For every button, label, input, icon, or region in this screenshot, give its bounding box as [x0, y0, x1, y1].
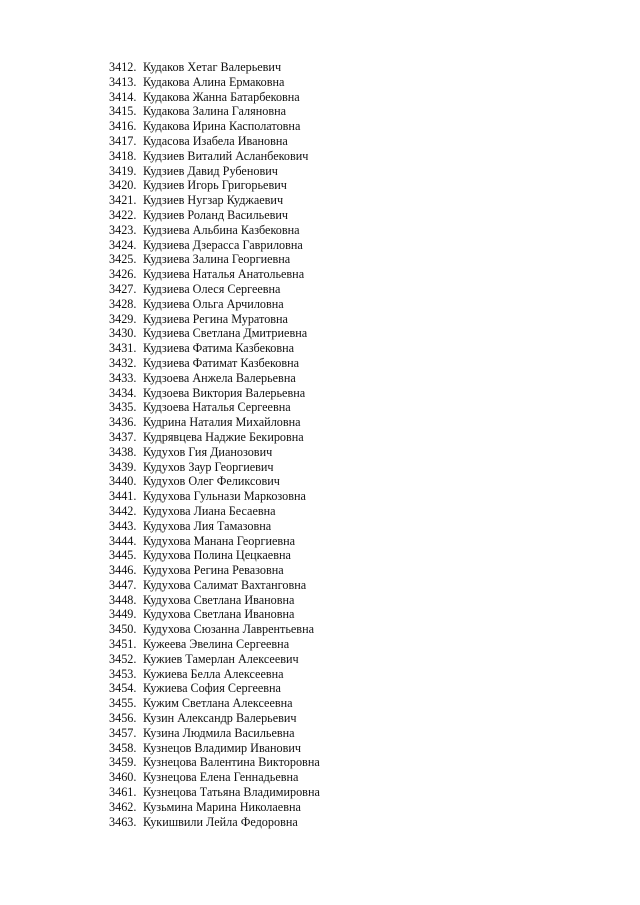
- entry-number: 3414.: [109, 89, 137, 104]
- list-item: [109, 755, 320, 770]
- entry-number: 3451.: [109, 637, 137, 652]
- list-item: [109, 578, 320, 593]
- list-item: [109, 460, 320, 475]
- list-item: [109, 607, 320, 622]
- entry-number: 3441.: [109, 489, 137, 504]
- entry-number: 3456.: [109, 711, 137, 726]
- entry-number: 3415.: [109, 104, 137, 119]
- entry-number: 3425.: [109, 252, 137, 267]
- entry-number: 3453.: [109, 666, 137, 681]
- entry-name: Кудзиев Роланд Васильевич: [143, 207, 289, 222]
- list-item: [109, 400, 320, 415]
- list-item: [109, 504, 320, 519]
- entry-number: 3458.: [109, 740, 137, 755]
- entry-name: Кудзиев Давид Рубенович: [143, 163, 278, 178]
- entry-name: Кудухова Сюзанна Лаврентьевна: [143, 622, 314, 637]
- entry-name: Кудзиева Альбина Казбековна: [143, 222, 300, 237]
- list-item: [109, 563, 320, 578]
- entry-name: Кужиев Тамерлан Алексеевич: [143, 651, 299, 666]
- list-item: [109, 770, 320, 785]
- entry-number: 3421.: [109, 193, 137, 208]
- entry-name: Кудзиева Регина Муратовна: [143, 311, 288, 326]
- list-item: [109, 134, 320, 149]
- entry-name: Кудухова Лия Тамазовна: [143, 518, 272, 533]
- entry-number: 3454.: [109, 681, 137, 696]
- entry-name: Кудзоева Наталья Сергеевна: [143, 400, 291, 415]
- entry-name: Кудухова Лиана Бесаевна: [143, 503, 276, 518]
- entry-number: 3416.: [109, 119, 137, 134]
- entry-number: 3424.: [109, 237, 137, 252]
- entry-number: 3427.: [109, 281, 137, 296]
- list-item: [109, 430, 320, 445]
- list-item: [109, 489, 320, 504]
- entry-name: Кудакова Залина Галяновна: [143, 104, 287, 119]
- entry-number: 3436.: [109, 415, 137, 430]
- list-item: [109, 534, 320, 549]
- list-item: [109, 637, 320, 652]
- list-item: [109, 312, 320, 327]
- entry-name: Кузнецова Татьяна Владимировна: [143, 785, 320, 800]
- entry-name: Кудзиева Дзерасса Гавриловна: [143, 237, 303, 252]
- entry-number: 3429.: [109, 311, 137, 326]
- entry-name: Кудзиева Фатимат Казбековна: [143, 355, 300, 370]
- entry-name: Кудухова Светлана Ивановна: [143, 592, 295, 607]
- entry-number: 3426.: [109, 267, 137, 282]
- entry-name: Кудухова Гульнази Маркозовна: [143, 489, 306, 504]
- entry-name: Кудухова Регина Ревазовна: [143, 563, 284, 578]
- entry-number: 3457.: [109, 725, 137, 740]
- entry-name: Кудзиева Светлана Дмитриевна: [143, 326, 308, 341]
- list-item: [109, 681, 320, 696]
- entry-name: Кудухов Олег Феликсович: [143, 474, 280, 489]
- entry-name: Кузина Людмила Васильевна: [143, 725, 295, 740]
- entry-number: 3440.: [109, 474, 137, 489]
- entry-name: Кудзиев Виталий Асланбекович: [143, 148, 309, 163]
- list-item: [109, 104, 320, 119]
- entry-name: Кудухова Светлана Ивановна: [143, 607, 295, 622]
- entry-name: Кудзиева Ольга Арчиловна: [143, 296, 284, 311]
- entry-name: Кудакова Жанна Батарбековна: [143, 89, 300, 104]
- entry-number: 3450.: [109, 622, 137, 637]
- entry-name: Кужиева Белла Алексеевна: [143, 666, 284, 681]
- entry-number: 3461.: [109, 785, 137, 800]
- entry-name: Кудзоева Анжела Валерьевна: [143, 370, 296, 385]
- list-item: [109, 667, 320, 682]
- entry-number: 3428.: [109, 296, 137, 311]
- list-item: [109, 90, 320, 105]
- list-item: [109, 474, 320, 489]
- entry-name: Кузьмина Марина Николаевна: [143, 799, 301, 814]
- entry-number: 3442.: [109, 503, 137, 518]
- entry-name: Кудухов Гия Дианозович: [143, 444, 273, 459]
- entry-name: Кудзиева Олеся Сергеевна: [143, 281, 281, 296]
- entry-number: 3431.: [109, 341, 137, 356]
- list-item: [109, 282, 320, 297]
- entry-number: 3455.: [109, 696, 137, 711]
- entry-name: Кузнецов Владимир Иванович: [143, 740, 302, 755]
- entry-number: 3444.: [109, 533, 137, 548]
- list-item: [109, 252, 320, 267]
- entry-number: 3439.: [109, 459, 137, 474]
- list-item: [109, 622, 320, 637]
- list-item: [109, 223, 320, 238]
- entry-name: Кудзиева Фатима Казбековна: [143, 341, 295, 356]
- list-item: [109, 208, 320, 223]
- entry-number: 3422.: [109, 207, 137, 222]
- list-item: [109, 593, 320, 608]
- entry-name: Кудухова Манана Георгиевна: [143, 533, 296, 548]
- entry-name: Кудухов Заур Георгиевич: [143, 459, 274, 474]
- list-item: [109, 164, 320, 179]
- entry-name: Кузин Александр Валерьевич: [143, 711, 297, 726]
- list-item: [109, 341, 320, 356]
- list-item: [109, 711, 320, 726]
- entry-name: Кудрявцева Наджие Бекировна: [143, 429, 304, 444]
- list-item: [109, 415, 320, 430]
- entry-name: Кудзоева Виктория Валерьевна: [143, 385, 306, 400]
- entry-name: Кудзиева Залина Георгиевна: [143, 252, 291, 267]
- entry-name: Кудзиев Игорь Григорьевич: [143, 178, 287, 193]
- list-item: [109, 75, 320, 90]
- entry-number: 3433.: [109, 370, 137, 385]
- entry-number: 3459.: [109, 755, 137, 770]
- entry-number: 3463.: [109, 814, 137, 829]
- entry-name: Кудрина Наталия Михайловна: [143, 415, 301, 430]
- list-item: [109, 193, 320, 208]
- entry-name: Кудаков Хетаг Валерьевич: [143, 60, 282, 74]
- entry-number: 3413.: [109, 74, 137, 89]
- list-item: [109, 60, 320, 75]
- entry-name: Кужеева Эвелина Сергеевна: [143, 637, 290, 652]
- entry-number: 3448.: [109, 592, 137, 607]
- list-item: [109, 238, 320, 253]
- entry-number: 3447.: [109, 577, 137, 592]
- entry-number: 3438.: [109, 444, 137, 459]
- entry-number: 3446.: [109, 563, 137, 578]
- list-item: [109, 149, 320, 164]
- entry-number: 3432.: [109, 355, 137, 370]
- list-item: [109, 652, 320, 667]
- list-item: [109, 119, 320, 134]
- entry-number: 3419.: [109, 163, 137, 178]
- entry-name: Кузнецова Елена Геннадьевна: [143, 770, 299, 785]
- entry-number: 3430.: [109, 326, 137, 341]
- list-item: [109, 815, 320, 830]
- entry-number: 3418.: [109, 148, 137, 163]
- entry-name: Кудасова Изабела Ивановна: [143, 133, 288, 148]
- entry-name: Кудзиева Наталья Анатольевна: [143, 267, 305, 282]
- entry-name: Кудзиев Нугзар Куджаевич: [143, 193, 284, 208]
- list-item: [109, 726, 320, 741]
- entry-name: Кукишвили Лейла Федоровна: [143, 814, 298, 829]
- entry-number: 3423.: [109, 222, 137, 237]
- entry-name: Кужиева София Сергеевна: [143, 681, 281, 696]
- entry-number: 3435.: [109, 400, 137, 415]
- entry-number: 3452.: [109, 651, 137, 666]
- entry-number: 3462.: [109, 799, 137, 814]
- list-item: [109, 178, 320, 193]
- entry-name: Кужим Светлана Алексеевна: [143, 696, 293, 711]
- entry-number: 3420.: [109, 178, 137, 193]
- entry-name: Кудакова Алина Ермаковна: [143, 74, 285, 89]
- entry-name: Кудакова Ирина Касполатовна: [143, 119, 301, 134]
- name-list: [109, 60, 320, 829]
- list-item: [109, 696, 320, 711]
- list-item: [109, 386, 320, 401]
- entry-name: Кузнецова Валентина Викторовна: [143, 755, 320, 770]
- list-item: [109, 267, 320, 282]
- list-item: [109, 371, 320, 386]
- list-item: [109, 800, 320, 815]
- list-item: [109, 326, 320, 341]
- entry-name: Кудухова Салимат Вахтанговна: [143, 577, 307, 592]
- entry-name: Кудухова Полина Цецкаевна: [143, 548, 291, 563]
- list-item: [109, 519, 320, 534]
- list-item: [109, 356, 320, 371]
- list-item: [109, 785, 320, 800]
- entry-number: 3449.: [109, 607, 137, 622]
- entry-number: 3434.: [109, 385, 137, 400]
- entry-number: 3417.: [109, 133, 137, 148]
- entry-number: 3443.: [109, 518, 137, 533]
- entry-number: 3437.: [109, 429, 137, 444]
- entry-number: 3460.: [109, 770, 137, 785]
- entry-number: 3412.: [109, 60, 137, 74]
- entry-number: 3445.: [109, 548, 137, 563]
- list-item: [109, 445, 320, 460]
- list-item: [109, 297, 320, 312]
- list-item: [109, 548, 320, 563]
- list-item: [109, 741, 320, 756]
